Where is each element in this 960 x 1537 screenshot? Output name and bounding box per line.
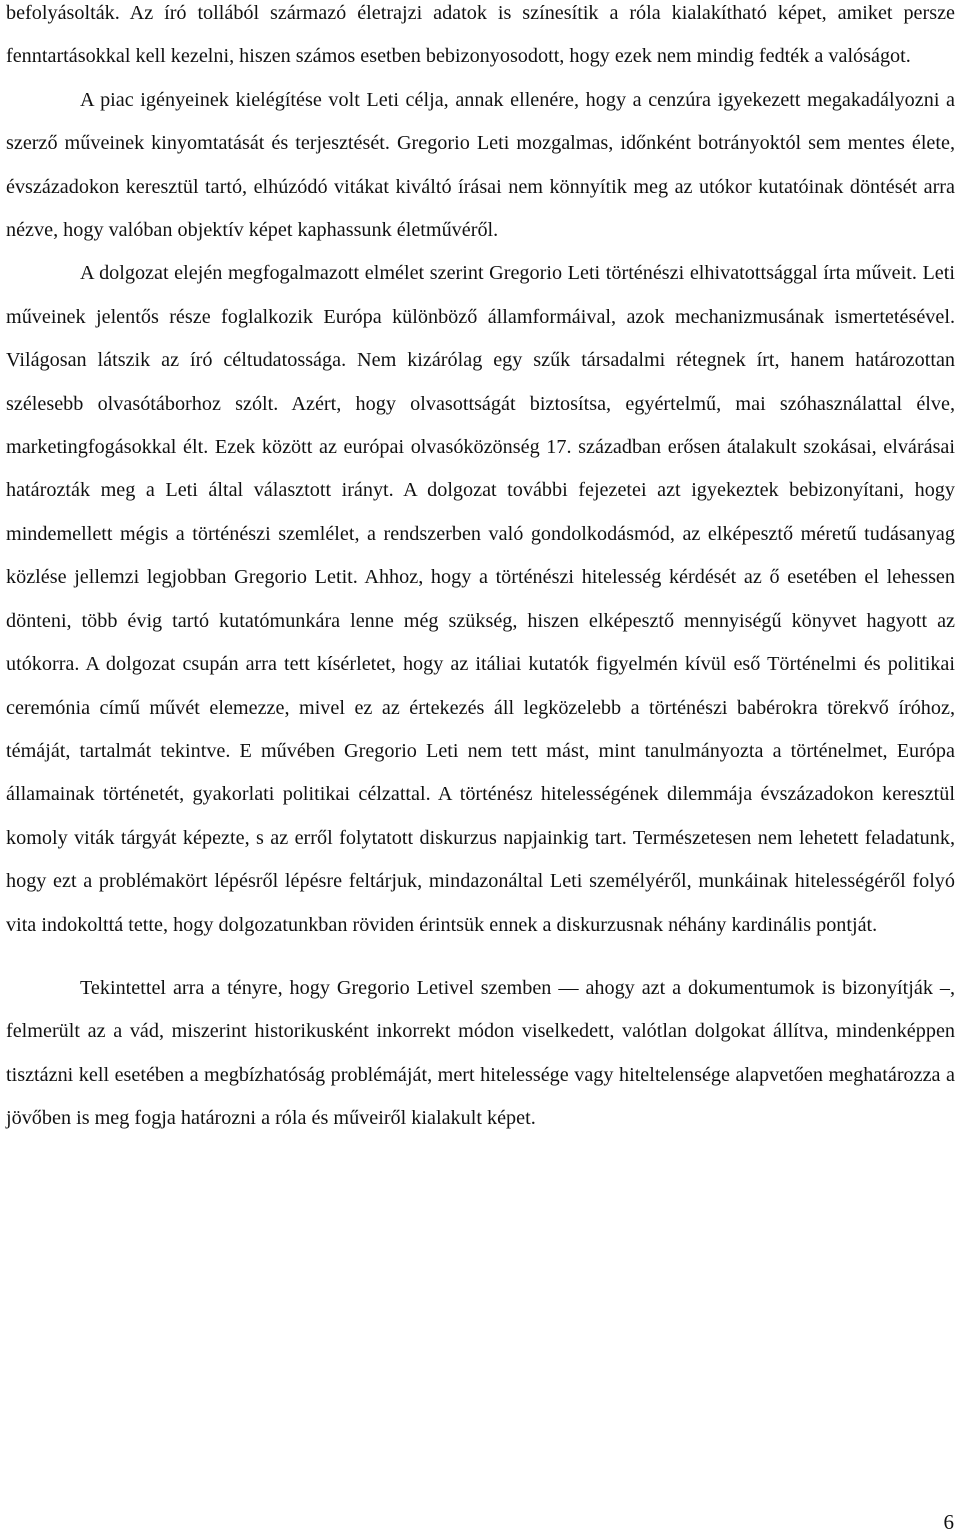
document-page bbox=[6, 0, 955, 1141]
page-number: 6 bbox=[943, 1510, 954, 1534]
paragraph-credibility: Tekintettel arra a tényre, hogy Gregorio Letivel szemben — ahogy azt a dokumentumok is bizonyítják –, felmerült az a vád, miszerint historikusként inkorrekt módon viselkedett, valótlan dolgokat állítva, mindenképpen tisztázni kell esetében a megbízhatóság problémáját, mert hitelessége vagy hiteltelensége alapvetően meghatározza a jövőben is meg fogja határozni a róla és műveiről kialakult képet. bbox=[6, 976, 955, 1130]
paragraph-continuation: befolyásolták. Az író tollából származó életrajzi adatok is színesítik a róla kialakítható képet, amiket persze fenntartásokkal kell kezelni, hiszen számos esetben bebizonyosodott, hogy ezek nem mindig fedték a valóságot. bbox=[6, 2, 955, 68]
paragraph-thesis-summary: A dolgozat elején megfogalmazott elmélet szerint Gregorio Leti történészi elhivatottsággal írta műveit. Leti műveinek jelentős része foglalkozik Európa különböző államformáival, azok mechanizmusának ismertetésével. Világosan látszik az író céltudatossága. Nem kizárólag egy szűk társadalmi rétegnek írt, hanem határozottan szélesebb olvasótáborhoz szólt. Azért, hogy olvasottságát biztosítsa, egyértelmű, mai szóhasználattal élve, marketingfogásokkal élt. Ezek között az európai olvasóközönség 17. században erősen átalakult szokásai, elvárásai határozták meg a Leti által választott irányt. A dolgozat további fejezetei azt igyekeztek bebizonyítani, hogy mindemellett mégis a történészi szemlélet, a rendszerben való gondolkodásmód, az elképesztő méretű tudásanyag közlése jellemzi legjobban Gregorio Letit. Ahhoz, hogy a történészi hitelesség kérdését az ő esetében el lehessen dönteni, több évig tartó kutatómunkára lenne még szükség, hiszen elképesztő mennyiségű könyvet hagyott az utókorra. A dolgozat csupán arra tett kísérletet, hogy az itáliai kutatók figyelmén kívül eső Történelmi és politikai ceremónia című művét elemezze, mivel ez az értekezés áll legközelebb a történészi babérokra törekvő íróhoz, témáját, tartalmát tekintve. E művében Gregorio Leti nem tett mást, mint tanulmányozta a történelmet, Európa államainak történetét, gyakorlati politikai célzattal. A történész hitelességének dilemmája évszázadokon keresztül komoly viták tárgyát képezte, s az erről folytatott diskurzus napjainkig tart. Természetesen nem lehetett feladatunk, hogy ezt a problémakört lépésről lépésre feltárjuk, mindazonáltal Leti személyéről, munkáinak hitelességéről folyó vita indokolttá tette, hogy dolgozatunkban röviden érintsük ennek a diskurzusnak néhány kardinális pontját. bbox=[6, 262, 955, 936]
paragraph-market-demands: A piac igényeinek kielégítése volt Leti célja, annak ellenére, hogy a cenzúra igyekezett megakadályozni a szerző műveinek kinyomtatását és terjesztését. Gregorio Leti mozgalmas, időnként botrányoktól sem mentes élete, évszázadokon keresztül tartó, elhúzódó vitákat kiváltó írásai nem könnyítik meg az utókor kutatóinak döntését arra nézve, hogy valóban objektív képet kaphassunk életművéről. bbox=[6, 88, 955, 242]
